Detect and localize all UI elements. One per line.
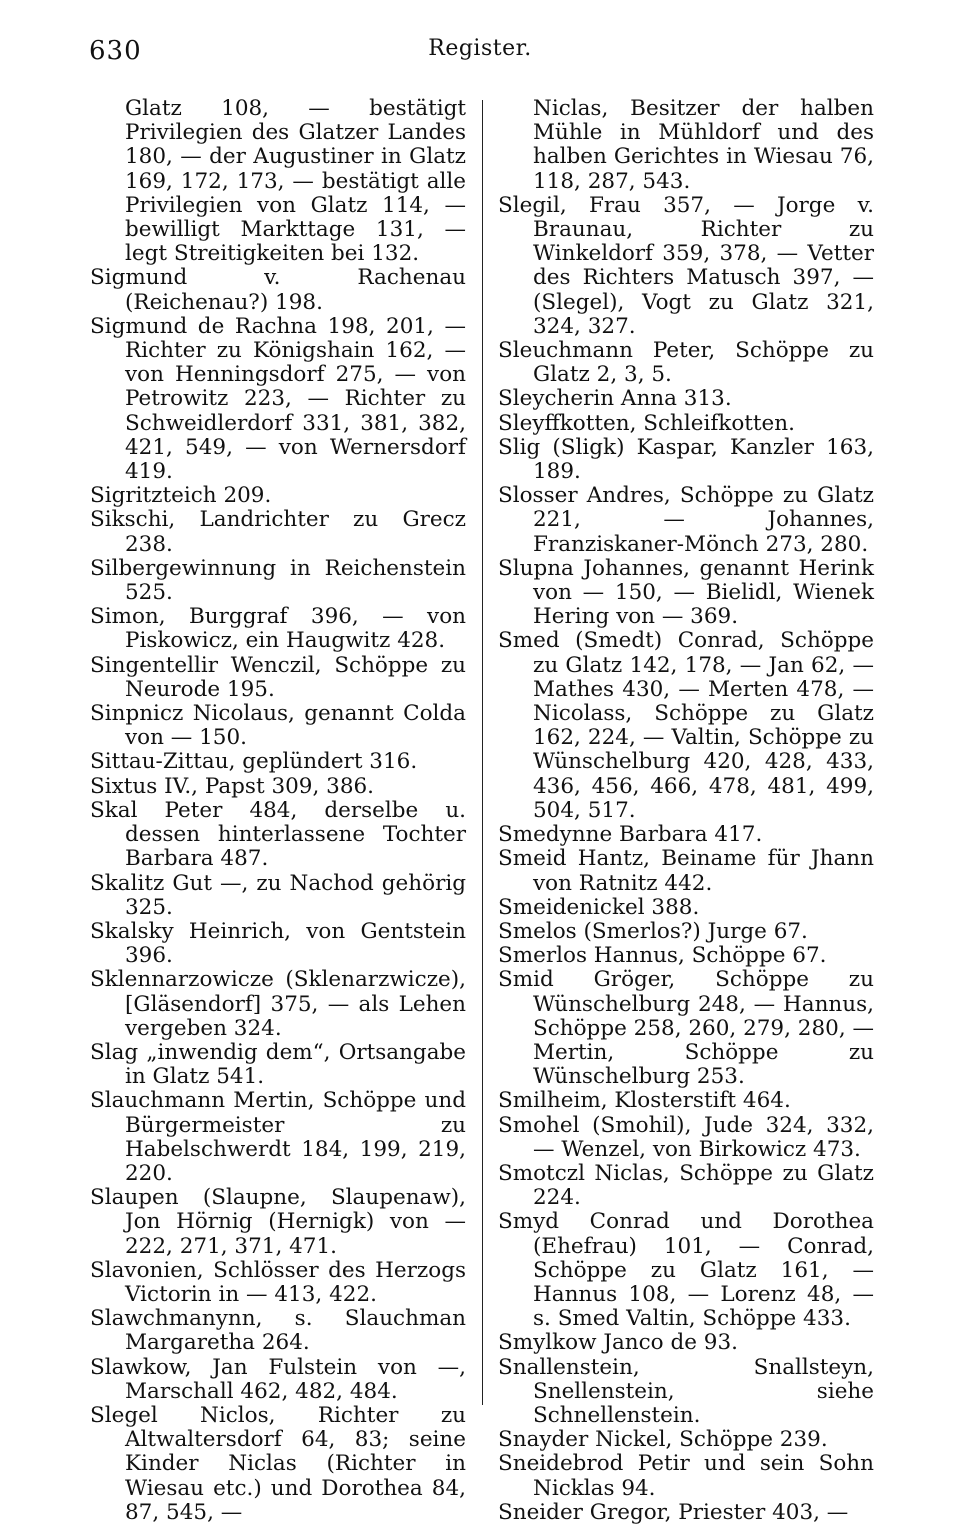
index-entry: Sklennarzowicze (Sklenarzwicze), [Gläsendorf] 375, — als Lehen vergeben 324. <box>90 967 466 1041</box>
column-divider <box>482 100 483 1405</box>
index-entry: Sleycherin Anna 313. <box>498 386 732 412</box>
index-entry: Smohel (Smohil), Jude 324, 332, — Wenzel, von Birkowicz 473. <box>498 1112 874 1162</box>
index-entry: Smylkow Janco de 93. <box>498 1330 738 1356</box>
index-entry: Slupna Johannes, genannt Herink von — 150, — Bielidl, Wienek Hering von — 369. <box>498 555 874 630</box>
index-entry: Skalsky Heinrich, von Gentstein 396. <box>90 918 466 969</box>
index-entry: Niclas, Besitzer der halben Mühle in Mühldorf und des halben Gerichtes in Wiesau 76, 118, 287, 543. <box>533 96 874 194</box>
index-entry: Slegel Niclos, Richter zu Altwaltersdorf 64, 83; seine Kinder Niclas (Richter in Wiesau etc.) und Dorothea 84, 87, 545, — <box>90 1402 466 1525</box>
index-entry: Sixtus IV., Papst 309, 386. <box>90 773 375 799</box>
index-entry: Slaupen (Slaupne, Slaupenaw), Jon Hörnig (Hernigk) von — 222, 271, 371, 471. <box>90 1185 466 1259</box>
index-entry: Smid Gröger, Schöppe zu Wünschelburg 248, — Hannus, Schöppe 258, 260, 279, 280, — Mertin, Schöppe zu Wünschelburg 253. <box>498 967 874 1090</box>
index-entry: Smedynne Barbara 417. <box>498 822 763 848</box>
index-entry: Simon, Burggraf 396, — von Piskowicz, ein Haugwitz 428. <box>90 604 466 654</box>
index-entry: Skalitz Gut —, zu Nachod gehörig 325. <box>90 870 466 920</box>
index-entry: Slavonien, Schlösser des Herzogs Victorin in — 413, 422. <box>90 1257 466 1307</box>
index-entry: Sigmund v. Rachenau (Reichenau?) 198. <box>90 265 466 315</box>
index-entry: Silbergewinnung in Reichenstein 525. <box>90 555 466 606</box>
index-entry: Sinpnicz Nicolaus, genannt Colda von — 150. <box>90 701 466 751</box>
running-head: Register. <box>428 36 532 61</box>
index-entry: Slegil, Frau 357, — Jorge v. Braunau, Richter zu Winkeldorf 359, 378, — Vetter des Richters Matusch 397, — (Slegel), Vogt zu Glatz 321, 324, 327. <box>498 192 874 339</box>
index-entry: Sittau-Zittau, geplündert 316. <box>90 749 418 775</box>
index-entry: Smed (Smedt) Conrad, Schöppe zu Glatz 142, 178, — Jan 62, — Mathes 430, — Merten 478, — Nicolass, Schöppe zu Glatz 162, 224, — Valtin, Schöppe zu Wünschelburg 420, 428, 433, 436, 456, 466, 478, 481, 499, 504, 517. <box>498 628 874 823</box>
index-entry: Sleuchmann Peter, Schöppe zu Glatz 2, 3, 5. <box>498 338 874 388</box>
index-entry: Sneidebrod Petir und sein Sohn Nicklas 94. <box>498 1451 874 1501</box>
index-entry: Smilheim, Klosterstift 464. <box>498 1088 791 1114</box>
page-number: 630 <box>89 36 142 66</box>
index-entry: Smelos (Smerlos?) Jurge 67. <box>498 918 808 944</box>
index-entry: Sigritzteich 209. <box>90 483 272 509</box>
index-entry: Sikschi, Landrichter zu Grecz 238. <box>90 507 466 557</box>
index-entry: Slig (Sligk) Kaspar, Kanzler 163, 189. <box>498 434 874 485</box>
index-entry: Slauchmann Mertin, Schöppe und Bürgermeister zu Habelschwerdt 184, 199, 219, 220. <box>90 1088 466 1186</box>
index-entry: Smeidenickel 388. <box>498 894 700 920</box>
index-entry: Slag „inwendig dem“, Ortsangabe in Glatz 541. <box>90 1039 466 1090</box>
index-entry: Smyd Conrad und Dorothea (Ehefrau) 101, — Conrad, Schöppe zu Glatz 161, — Hannus 108, — Lorenz 48, — s. Smed Valtin, Schöppe 433. <box>498 1209 874 1332</box>
index-entry: Snayder Nickel, Schöppe 239. <box>498 1427 828 1453</box>
index-entry: Skal Peter 484, derselbe u. dessen hinterlassene Tochter Barbara 487. <box>90 797 466 872</box>
index-entry: Slawkow, Jan Fulstein von —, Marschall 462, 482, 484. <box>90 1354 466 1404</box>
index-entry: Snallenstein, Snallsteyn, Snellenstein, siehe Schnellenstein. <box>498 1354 874 1428</box>
index-entry: Sneider Gregor, Priester 403, — <box>498 1499 849 1525</box>
left-column <box>90 97 466 1525</box>
index-entry: Slosser Andres, Schöppe zu Glatz 221, — Johannes, Franziskaner-Mönch 273, 280. <box>498 483 874 557</box>
index-entry: Sleyffkotten, Schleifkotten. <box>498 410 795 436</box>
index-entry: Glatz 108, — bestätigt Privilegien des Glatzer Landes 180, — der Augustiner in Glatz 169, 172, 173, — bestätigt alle Privilegien von Glatz 114, — bewilligt Markttage 131, — legt Streitigkeiten bei 132. <box>125 96 466 267</box>
index-entry: Slawchmanynn, s. Slauchman Margaretha 264. <box>90 1306 466 1356</box>
index-entry: Smotczl Niclas, Schöppe zu Glatz 224. <box>498 1160 874 1211</box>
right-column <box>498 97 874 1525</box>
index-entry: Smeid Hantz, Beiname für Jhann von Ratnitz 442. <box>498 846 874 896</box>
index-entry: Smerlos Hannus, Schöppe 67. <box>498 943 827 969</box>
index-entry: Singentellir Wenczil, Schöppe zu Neurode 195. <box>90 652 466 702</box>
index-entry: Sigmund de Rachna 198, 201, — Richter zu Königshain 162, — von Henningsdorf 275, — von Petrowitz 223, — Richter zu Schweidlerdorf 331, 381, 382, 421, 549, — von Wernersdorf 419. <box>90 313 466 485</box>
